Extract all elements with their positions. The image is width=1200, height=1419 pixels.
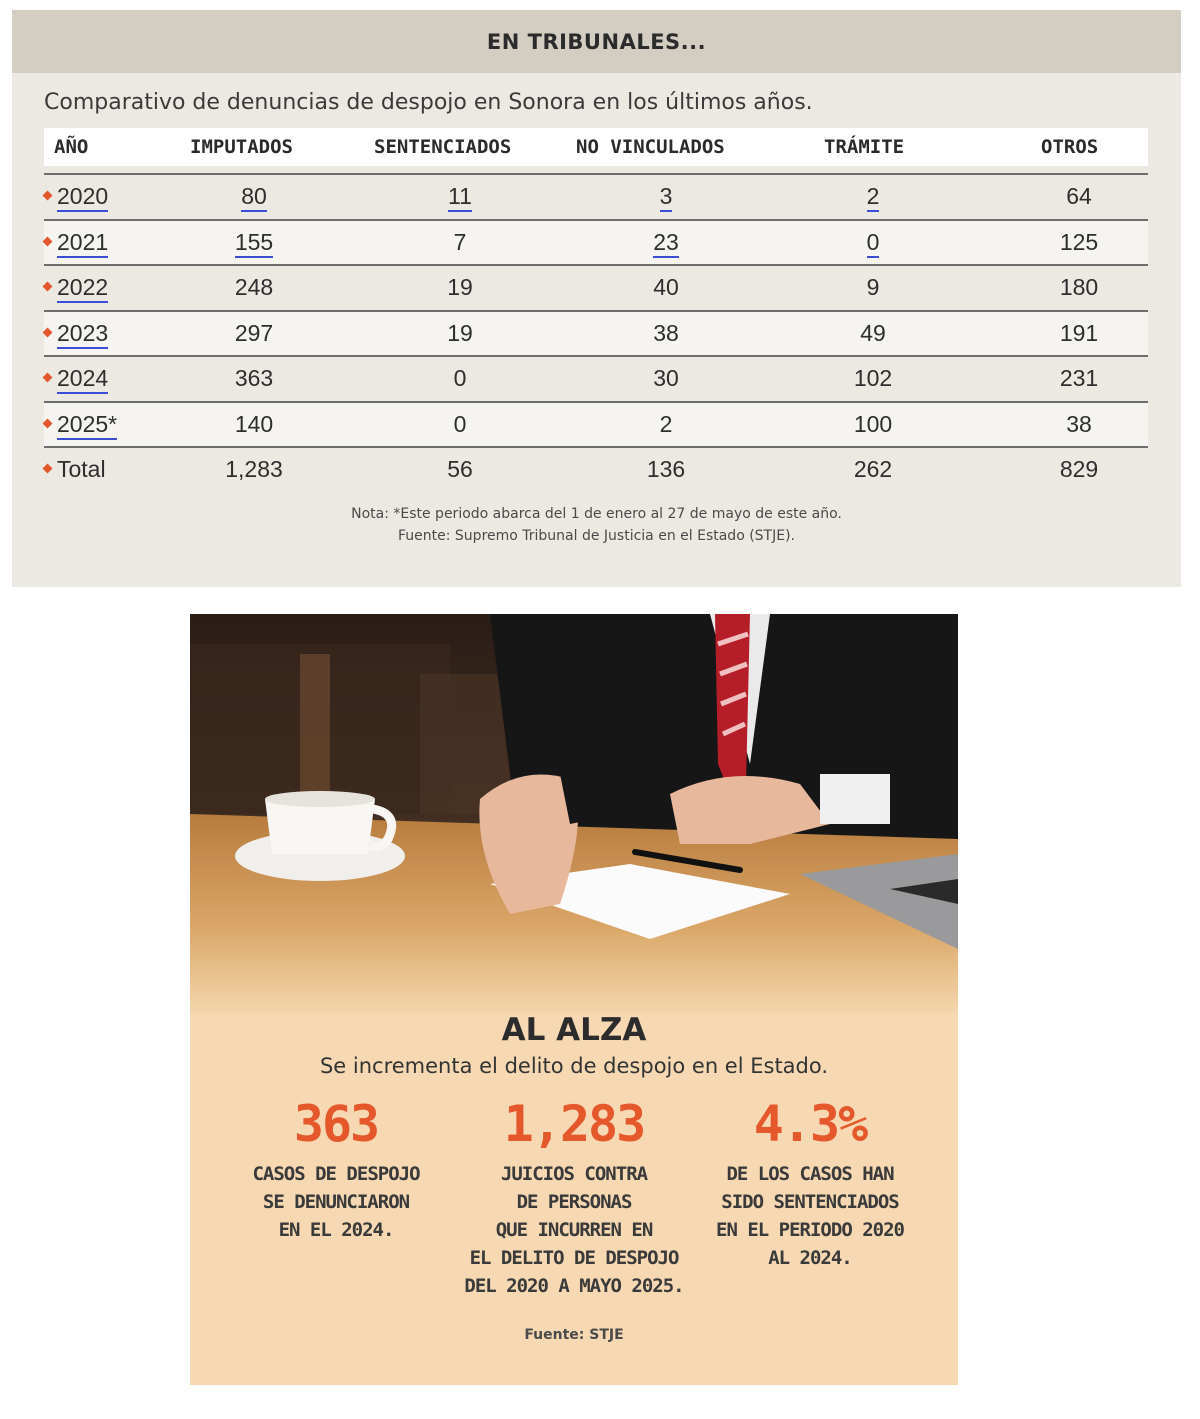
cell-no-vinculados: 30 bbox=[653, 365, 679, 391]
cell-otros: 64 bbox=[1066, 183, 1092, 209]
cell-link[interactable]: 2 bbox=[867, 183, 880, 212]
stat-block bbox=[216, 1094, 456, 1244]
year-cell[interactable] bbox=[44, 175, 108, 218]
table-row bbox=[44, 310, 1148, 356]
diamond-bullet-icon bbox=[43, 327, 53, 337]
card-header bbox=[12, 10, 1181, 73]
total-no-vinculados: 136 bbox=[646, 456, 686, 482]
total-label bbox=[44, 448, 106, 491]
infographic-panel bbox=[190, 614, 958, 1385]
year-cell[interactable] bbox=[44, 357, 108, 400]
table-total-row bbox=[44, 446, 1148, 492]
stat-description: CASOS DE DESPOJO SE DENUNCIARON EN EL 2024. bbox=[252, 1163, 420, 1241]
diamond-bullet-icon bbox=[43, 418, 53, 428]
cell-link[interactable]: 23 bbox=[653, 229, 679, 258]
year-cell[interactable] bbox=[44, 312, 108, 355]
column-header-no-vinculados: NO VINCULADOS bbox=[576, 136, 725, 158]
cell-sentenciados: 0 bbox=[453, 410, 467, 437]
total-imputados: 1,283 bbox=[225, 456, 283, 482]
total-label-text: Total bbox=[57, 456, 106, 482]
stat-value: 1,283 bbox=[503, 1095, 645, 1153]
cell-no-vinculados: 40 bbox=[653, 274, 679, 300]
column-header-sentenciados: SENTENCIADOS bbox=[374, 136, 512, 158]
infographic-title: AL ALZA bbox=[501, 1012, 647, 1048]
year-link[interactable]: 2021 bbox=[57, 229, 108, 258]
table-row bbox=[44, 173, 1148, 219]
cell-sentenciados: 19 bbox=[447, 274, 473, 300]
total-sentenciados: 56 bbox=[447, 456, 473, 482]
diamond-bullet-icon bbox=[43, 191, 53, 201]
table-body bbox=[44, 173, 1148, 492]
diamond-bullet-icon bbox=[43, 464, 53, 474]
cell-otros: 231 bbox=[1059, 365, 1099, 391]
cell-tramite[interactable] bbox=[823, 175, 923, 218]
table-header-row bbox=[44, 128, 1148, 166]
cell-no-vinculados[interactable] bbox=[616, 175, 716, 218]
cell-imputados[interactable] bbox=[204, 175, 304, 218]
cell-link[interactable]: 155 bbox=[235, 229, 273, 258]
year-cell[interactable] bbox=[44, 221, 108, 264]
year-cell[interactable] bbox=[44, 403, 117, 446]
year-cell[interactable] bbox=[44, 266, 108, 309]
year-link[interactable]: 2025* bbox=[57, 411, 117, 440]
diamond-bullet-icon bbox=[43, 282, 53, 292]
year-link[interactable]: 2022 bbox=[57, 274, 108, 303]
cell-tramite: 49 bbox=[860, 319, 886, 346]
cell-tramite: 102 bbox=[853, 365, 893, 391]
cell-imputados[interactable] bbox=[204, 221, 304, 264]
cell-otros: 191 bbox=[1059, 319, 1099, 346]
stat-description: JUICIOS CONTRA DE PERSONAS QUE INCURREN EN EL DELITO DE DESPOJO DEL 2020 A MAYO 2025. bbox=[464, 1163, 684, 1297]
table-note: Nota: *Este periodo abarca del 1 de enero al 27 de mayo de este año. bbox=[351, 506, 842, 522]
table-row bbox=[44, 219, 1148, 265]
column-header-imputados: IMPUTADOS bbox=[190, 136, 293, 158]
cell-otros: 125 bbox=[1059, 228, 1099, 255]
infographic-source: Fuente: STJE bbox=[524, 1327, 624, 1343]
infographic-subtitle: Se incrementa el delito de despojo en el Estado. bbox=[319, 1054, 829, 1078]
stat-description: DE LOS CASOS HAN SIDO SENTENCIADOS EN EL PERIODO 2020 AL 2024. bbox=[716, 1163, 904, 1269]
office-desk-photo bbox=[190, 614, 958, 1014]
cell-link[interactable]: 3 bbox=[660, 183, 673, 212]
cell-otros: 38 bbox=[1066, 410, 1092, 437]
stat-value: 4.3% bbox=[753, 1095, 867, 1153]
stat-block bbox=[690, 1094, 930, 1272]
cell-sentenciados: 19 bbox=[447, 319, 473, 346]
cell-sentenciados: 0 bbox=[453, 365, 467, 391]
cell-tramite: 100 bbox=[853, 410, 893, 437]
table-row bbox=[44, 401, 1148, 447]
cell-tramite[interactable] bbox=[823, 221, 923, 264]
cell-sentenciados: 7 bbox=[453, 228, 467, 255]
year-link[interactable]: 2020 bbox=[57, 183, 108, 212]
column-header-year: AÑO bbox=[54, 136, 89, 158]
total-tramite: 262 bbox=[853, 456, 893, 482]
cell-otros: 180 bbox=[1059, 274, 1099, 300]
cell-link[interactable]: 11 bbox=[448, 183, 472, 212]
table-source: Fuente: Supremo Tribunal de Justicia en el Estado (STJE). bbox=[398, 528, 795, 544]
table-row bbox=[44, 264, 1148, 310]
cell-sentenciados[interactable] bbox=[410, 175, 510, 218]
cell-tramite: 9 bbox=[866, 274, 880, 300]
table-subtitle: Comparativo de denuncias de despojo en Sonora en los últimos años. bbox=[44, 90, 813, 115]
year-link[interactable]: 2024 bbox=[57, 365, 108, 394]
cell-imputados: 248 bbox=[234, 274, 274, 300]
diamond-bullet-icon bbox=[43, 236, 53, 246]
cell-no-vinculados: 38 bbox=[653, 319, 679, 346]
diamond-bullet-icon bbox=[43, 373, 53, 383]
cell-no-vinculados: 2 bbox=[659, 410, 673, 437]
cell-no-vinculados[interactable] bbox=[616, 221, 716, 264]
cell-imputados: 297 bbox=[234, 319, 274, 346]
table-row bbox=[44, 355, 1148, 401]
column-header-otros: OTROS bbox=[1041, 136, 1099, 158]
total-otros: 829 bbox=[1059, 456, 1099, 482]
stat-block bbox=[454, 1094, 694, 1300]
year-link[interactable]: 2023 bbox=[57, 320, 108, 349]
card-title: EN TRIBUNALES... bbox=[486, 29, 707, 54]
stat-value: 363 bbox=[293, 1095, 379, 1153]
cell-link[interactable]: 80 bbox=[241, 183, 267, 212]
table-card bbox=[12, 10, 1181, 587]
cell-imputados: 140 bbox=[234, 410, 274, 437]
cell-imputados: 363 bbox=[234, 365, 274, 391]
column-header-tramite: TRÁMITE bbox=[824, 136, 905, 158]
cell-link[interactable]: 0 bbox=[867, 229, 880, 258]
